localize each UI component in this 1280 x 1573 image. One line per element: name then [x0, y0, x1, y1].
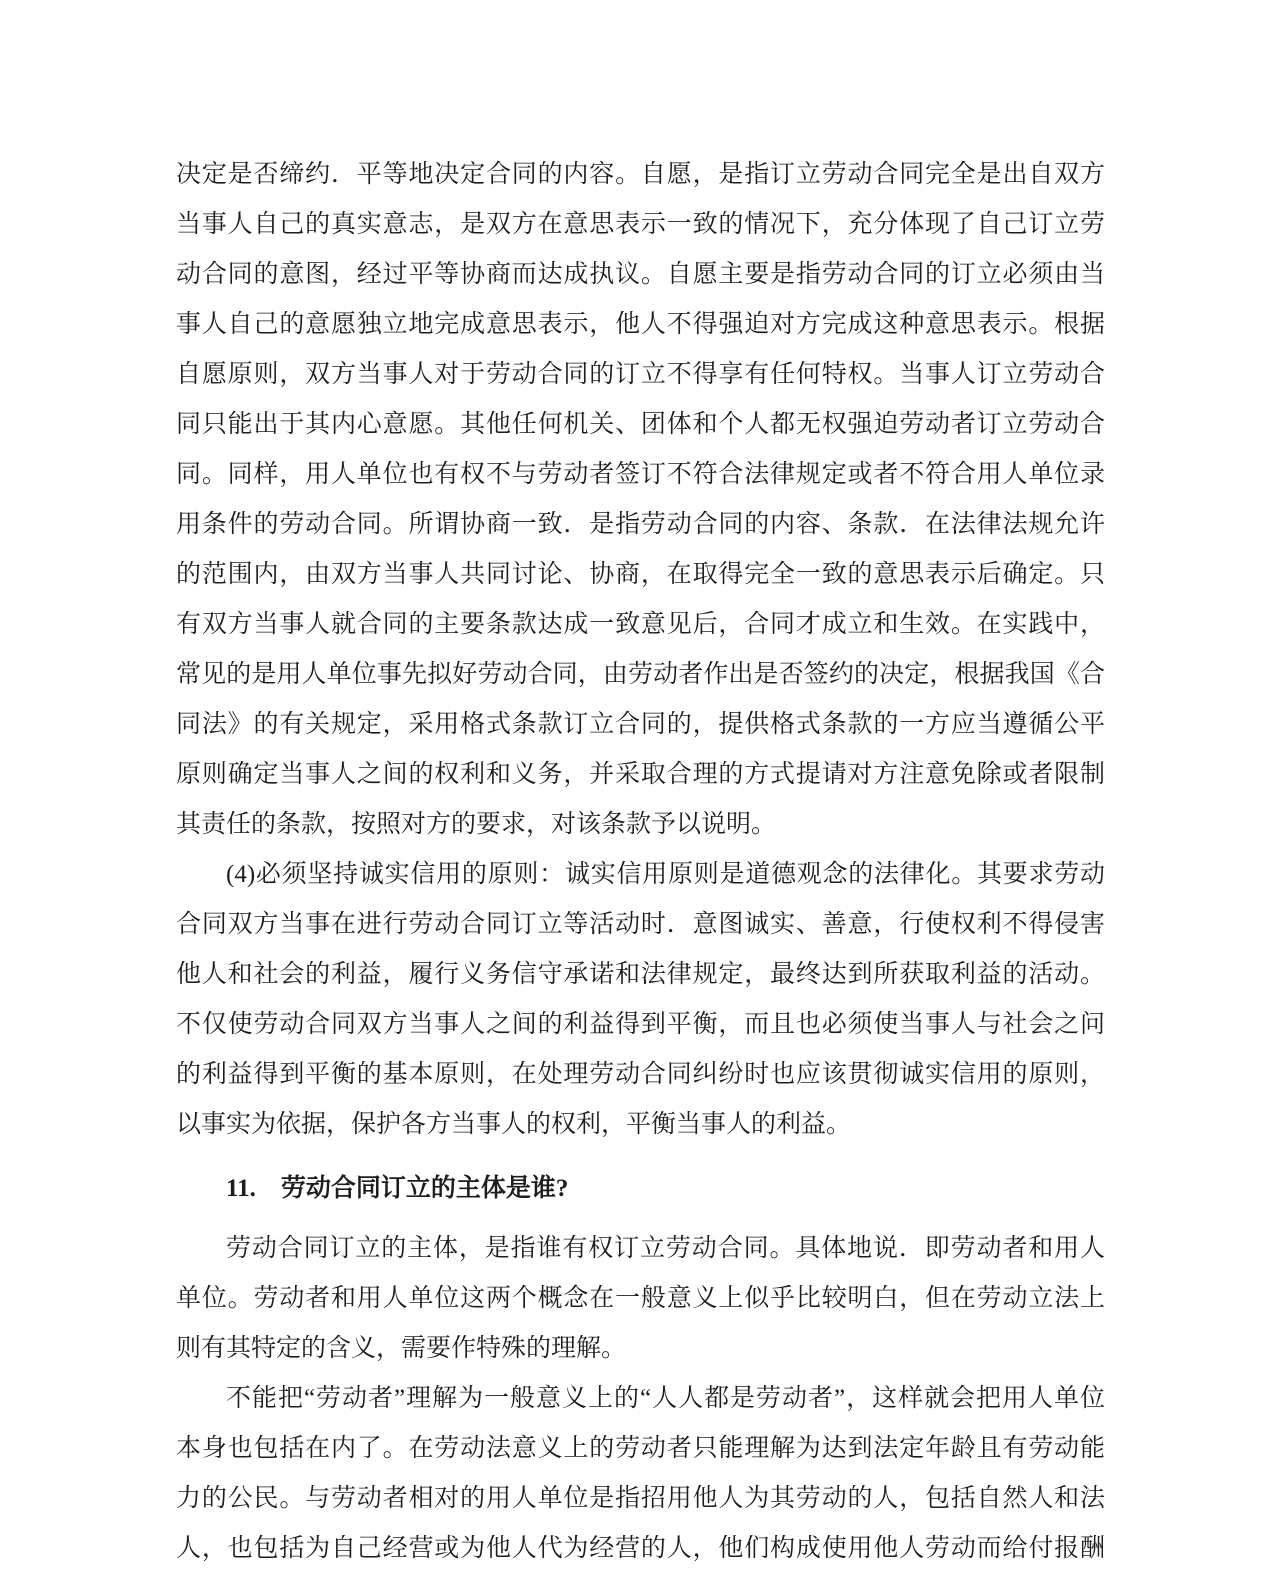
- text-line: 用条件的劳动合同。所谓协商一致．是指劳动合同的内容、条款．在法律法规允许: [176, 511, 1105, 538]
- text-line: 其责任的条款，按照对方的要求，对该条款予以说明。: [176, 811, 777, 838]
- text-line: 有双方当事人就合同的主要条款达成一致意见后，合同才成立和生效。在实践中，: [176, 611, 1105, 638]
- text-line: 当事人自己的真实意志，是双方在意思表示一致的情况下，充分体现了自己订立劳: [176, 211, 1105, 238]
- text-line: 的范围内，由双方当事人共同讨论、协商，在取得完全一致的意思表示后确定。只: [176, 561, 1105, 588]
- text-line: (4)必须坚持诚实信用的原则：诚实信用原则是道德观念的法律化。其要求劳动: [226, 861, 1105, 888]
- text-line: 动合同的意图，经过平等协商而达成执议。自愿主要是指劳动合同的订立必须由当: [176, 261, 1105, 288]
- text-line: 本身也包括在内了。在劳动法意义上的劳动者只能理解为达到法定年龄且有劳动能: [176, 1435, 1105, 1462]
- text-line: 决定是否缔约．平等地决定合同的内容。自愿，是指订立劳动合同完全是出自双方: [176, 161, 1105, 188]
- text-line: 人，也包括为自己经营或为他人代为经营的人，他们构成使用他人劳动而给付报酬: [176, 1535, 1105, 1562]
- text-line: 他人和社会的利益，履行义务信守承诺和法律规定，最终达到所获取利益的活动。: [176, 961, 1105, 988]
- section-heading-11: 11. 劳动合同订立的主体是谁?: [226, 1175, 569, 1202]
- text-line: 原则确定当事人之间的权利和义务，并采取合理的方式提请对方注意免除或者限制: [176, 761, 1105, 788]
- document-text-column: [176, 150, 1105, 1573]
- text-line: 同只能出于其内心意愿。其他任何机关、团体和个人都无权强迫劳动者订立劳动合: [176, 411, 1105, 438]
- text-line: 不能把“劳动者”理解为一般意义上的“人人都是劳动者”，这样就会把用人单位: [226, 1385, 1105, 1412]
- text-line: 单位。劳动者和用人单位这两个概念在一般意义上似乎比较明白，但在劳动立法上: [176, 1285, 1105, 1312]
- text-line: 自愿原则，双方当事人对于劳动合同的订立不得享有任何特权。当事人订立劳动合: [176, 361, 1105, 388]
- text-line: 同。同样，用人单位也有权不与劳动者签订不符合法律规定或者不符合用人单位录: [176, 461, 1105, 488]
- text-line: 以事实为依据，保护各方当事人的权利，平衡当事人的利益。: [176, 1111, 852, 1138]
- text-line: 事人自己的意愿独立地完成意思表示，他人不得强迫对方完成这种意思表示。根据: [176, 311, 1105, 338]
- text-line: 合同双方当事在进行劳动合同订立等活动时．意图诚实、善意，行使权利不得侵害: [176, 911, 1105, 938]
- text-line: 力的公民。与劳动者相对的用人单位是指招用他人为其劳动的人，包括自然人和法: [176, 1485, 1105, 1512]
- text-line: 则有其特定的含义，需要作特殊的理解。: [176, 1335, 627, 1362]
- text-line: 劳动合同订立的主体，是指谁有权订立劳动合同。具体地说．即劳动者和用人: [226, 1235, 1105, 1262]
- text-line: 常见的是用人单位事先拟好劳动合同，由劳动者作出是否签约的决定，根据我国《合: [176, 661, 1105, 688]
- text-line: 同法》的有关规定，采用格式条款订立合同的，提供格式条款的一方应当遵循公平: [176, 711, 1105, 738]
- text-line: 的利益得到平衡的基本原则，在处理劳动合同纠纷时也应该贯彻诚实信用的原则，: [176, 1061, 1105, 1088]
- text-line: 不仅使劳动合同双方当事人之间的利益得到平衡，而且也必须使当事人与社会之问: [176, 1011, 1105, 1038]
